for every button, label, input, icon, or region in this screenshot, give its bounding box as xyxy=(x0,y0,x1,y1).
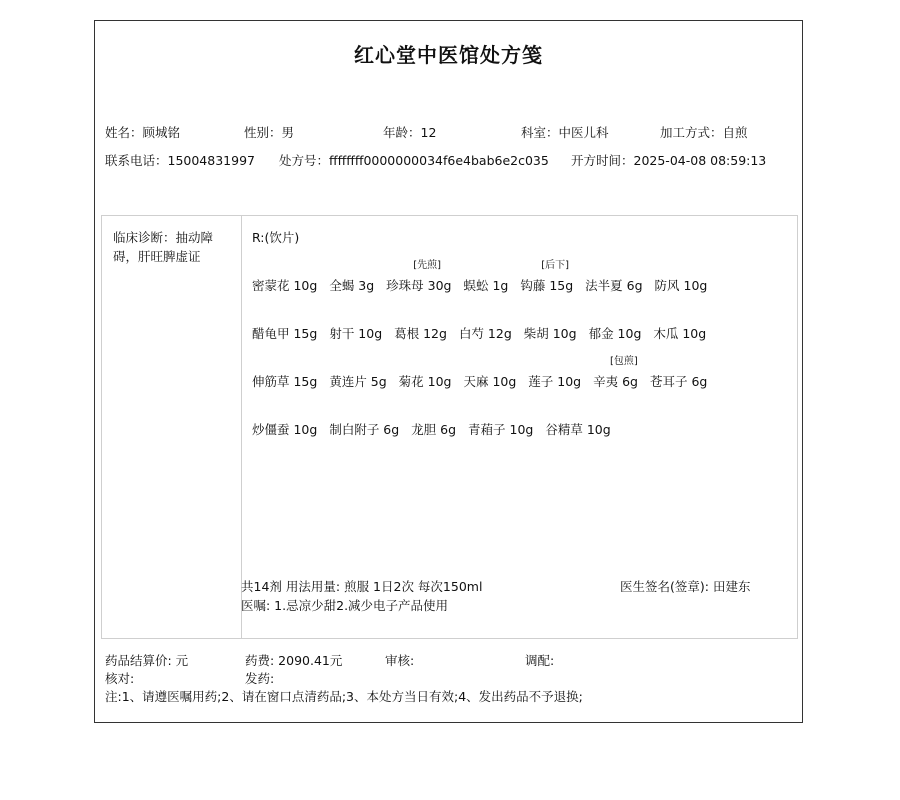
patient-gender: 性别：男 xyxy=(244,125,295,140)
herb-item: 天麻 10g xyxy=(463,374,517,389)
herb-row xyxy=(252,356,715,390)
drug-fee: 药费: 2090.41元 xyxy=(245,653,343,668)
patient-age: 年龄：12 xyxy=(383,125,437,140)
check-field: 核对: xyxy=(105,671,135,686)
herb-item: 郁金 10g xyxy=(588,326,642,341)
herb-item: 防风 10g xyxy=(654,278,708,293)
patient-name: 姓名：顾城铭 xyxy=(105,125,181,140)
herb-item: 全蝎 3g xyxy=(329,278,375,293)
herb-item: 法半夏 6g xyxy=(585,278,643,293)
usage-instructions: 共14剂 用法用量: 煎服 1日2次 每次150ml xyxy=(241,579,483,594)
review-field: 审核: xyxy=(385,653,415,668)
herb-item: 射干 10g xyxy=(329,326,383,341)
herb-item: 伸筋草 15g xyxy=(252,374,318,389)
dispense-field: 调配: xyxy=(525,653,555,668)
page-title: 红心堂中医馆处方笺 xyxy=(354,43,543,67)
herb-item: 苍耳子 6g xyxy=(649,374,708,389)
clinical-diagnosis: 临床诊断：抽动障碍，肝旺脾虚证 xyxy=(113,230,214,264)
herb-item: [后下] 钩藤 15g xyxy=(520,276,573,294)
herb-item: 密蒙花 10g xyxy=(252,278,318,293)
herb-item: 菊花 10g xyxy=(398,374,452,389)
herb-row xyxy=(252,420,619,438)
herb-item: 蜈蚣 1g xyxy=(463,278,509,293)
prescription-sheet xyxy=(94,20,803,723)
medical-advice: 医嘱: 1.忌凉少甜2.减少电子产品使用 xyxy=(241,598,449,613)
herb-item: [包煎] 辛夷 6g xyxy=(593,372,638,390)
settle-price: 药品结算价: 元 xyxy=(105,653,189,668)
herb-item: 木瓜 10g xyxy=(653,326,707,341)
herb-item: 青葙子 10g xyxy=(468,422,534,437)
prescription-box xyxy=(101,215,798,639)
herb-item: 制白附子 6g xyxy=(329,422,400,437)
herb-item: 谷精草 10g xyxy=(545,422,611,437)
doctor-signature: 医生签名(签章): 田建东 xyxy=(620,579,751,594)
herb-item: 龙胆 6g xyxy=(411,422,457,437)
column-divider xyxy=(241,216,242,638)
herb-note: [后下] xyxy=(541,260,569,271)
herb-note: [先煎] xyxy=(413,260,442,271)
herb-item: 醋龟甲 15g xyxy=(252,326,318,341)
herb-row xyxy=(252,260,715,294)
herb-row xyxy=(252,324,714,342)
prescription-time: 开方时间：2025-04-08 08:59:13 xyxy=(571,153,767,168)
herb-item: 莲子 10g xyxy=(528,374,582,389)
herb-item: 葛根 12g xyxy=(394,326,447,341)
herb-item: 白芍 12g xyxy=(458,326,512,341)
rx-label: R:(饮片) xyxy=(252,230,300,245)
department: 科室：中医儿科 xyxy=(521,125,609,140)
herb-note: [包煎] xyxy=(609,356,638,367)
prescription-number: 处方号：ffffffff0000000034f6e4bab6e2c035 xyxy=(279,153,549,168)
issue-field: 发药: xyxy=(245,671,275,686)
herb-item: 柴胡 10g xyxy=(523,326,577,341)
herb-item: 炒僵蚕 10g xyxy=(252,422,318,437)
herb-item: 黄连片 5g xyxy=(329,374,387,389)
phone-number: 联系电话：15004831997 xyxy=(105,153,255,168)
notes-text: 注:1、请遵医嘱用药;2、请在窗口点清药品;3、本处方当日有效;4、发出药品不予退换; xyxy=(105,689,583,704)
processing-method: 加工方式：自煎 xyxy=(660,125,748,140)
herb-item: [先煎] 珍珠母 30g xyxy=(386,276,451,294)
